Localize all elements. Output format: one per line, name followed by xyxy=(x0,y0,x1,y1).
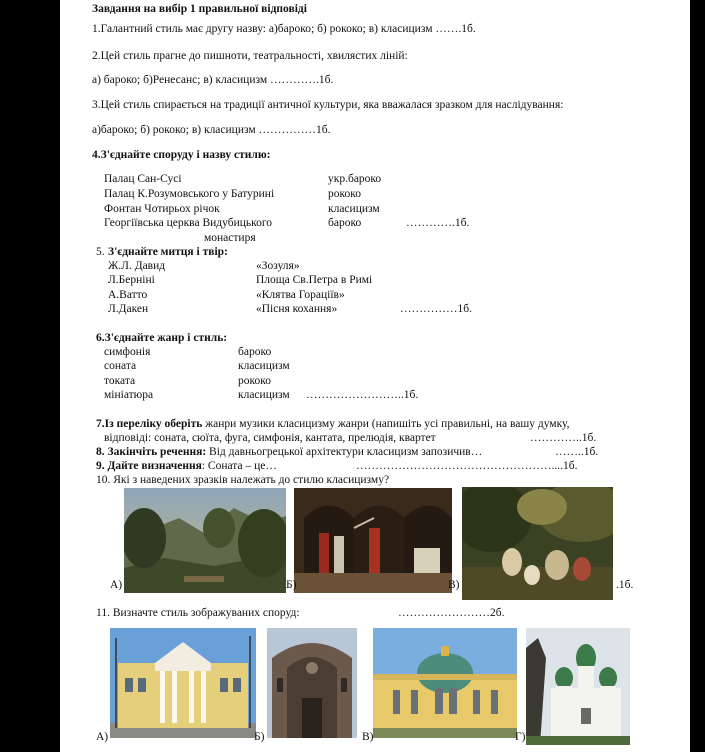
question-7-line2: відповіді: соната, сюїта, фуга, симфонія, кантата, прелюдія, квартет xyxy=(104,432,436,444)
q6-points: ……………………..1б. xyxy=(306,389,419,401)
q5-left-item: Л.Дакен xyxy=(108,303,149,315)
q4-left-item: Георгіївська церква Видубицького xyxy=(104,217,273,229)
baroque-facade-photo xyxy=(267,628,357,738)
q5-left-item: А.Ватто xyxy=(108,289,148,301)
q11-label-d: Г) xyxy=(515,731,526,743)
question-9 xyxy=(96,459,277,473)
rococo-garden-painting xyxy=(462,487,613,600)
q5-left-item: Ж.Л. Давид xyxy=(108,260,166,272)
q9-bold: 9. Дайте визначення xyxy=(96,460,202,472)
q4-right-item: рококо xyxy=(328,188,362,200)
q6-right-item: бароко xyxy=(238,346,272,358)
q4-left-item: Палац Сан-Сусі xyxy=(104,173,182,185)
q5-right-item: «Пісня кохання» xyxy=(256,303,338,315)
oath-of-horatii-painting xyxy=(294,488,452,593)
rococo-palace-photo xyxy=(373,628,517,738)
q6-right-item: рококо xyxy=(238,375,272,387)
q11-points: ……………………2б. xyxy=(398,607,505,619)
question-3: 3.Цей стиль спирається на традиції античної культури, яка вважалася зразком для наслідування: xyxy=(92,99,564,111)
q6-right-item: класицизм xyxy=(238,389,290,401)
classical-palace-photo xyxy=(110,628,256,738)
q4-points: ………….1б. xyxy=(406,217,470,229)
question-7 xyxy=(96,417,569,431)
q4-left-item: Палац К.Розумовського у Батурині xyxy=(104,188,275,200)
q5-points: ……………1б. xyxy=(400,303,472,315)
q7-points: …………..1б. xyxy=(530,432,597,444)
q4-right-item: класицизм xyxy=(328,203,380,215)
q7-bold: 7.Із переліку оберіть xyxy=(96,418,203,430)
q10-points: .1б. xyxy=(616,579,634,591)
q10-label-a: А) xyxy=(110,579,123,591)
question-3-options: а)бароко; б) рококо; в) класицизм ……………1б. xyxy=(92,124,331,136)
q9-text: : Соната – це… xyxy=(201,460,277,472)
question-11: 11. Визначте стиль зображуваних споруд: xyxy=(96,607,300,619)
q4-left-item: Фонтан Чотирьох річок xyxy=(104,203,220,215)
q8-points: ……..1б. xyxy=(555,446,599,458)
q5-right-item: Площа Св.Петра в Римі xyxy=(256,274,373,286)
q6-left-item: симфонія xyxy=(104,346,151,358)
ukrainian-baroque-church-photo xyxy=(526,628,630,745)
q6-left-item: соната xyxy=(104,360,137,372)
q11-label-a: А) xyxy=(96,731,109,743)
q6-left-item: мініатюра xyxy=(104,389,154,401)
question-6-heading: 6.З'єднайте жанр і стиль: xyxy=(96,332,228,344)
question-1: 1.Галантний стиль має другу назву: а)бароко; б) рококо; в) класицизм …….1б. xyxy=(92,23,476,35)
question-2-options: а) бароко; б)Ренесанс; в) класицизм ………….1б. xyxy=(92,74,334,86)
q5-right-item: «Клятва Горацiїв» xyxy=(256,289,345,301)
q10-label-c: В) xyxy=(448,579,460,591)
question-5-heading: З'єднайте митця і твір: xyxy=(108,246,228,258)
question-10: 10. Які з наведених зразків належать до стилю класицизму? xyxy=(96,474,390,486)
worksheet-title: Завдання на вибір 1 правильної відповіді xyxy=(92,3,307,15)
q11-label-c: В) xyxy=(362,731,374,743)
question-8 xyxy=(96,445,482,459)
q9-points: ……………………………………………....1б. xyxy=(356,460,578,472)
q6-right-item: класицизм xyxy=(238,360,290,372)
q4-right-item: укр.бароко xyxy=(328,173,382,185)
question-5-number: 5. xyxy=(96,246,105,258)
q5-right-item: «Зозуля» xyxy=(256,260,300,272)
question-4-heading: 4.З'єднайте споруду і назву стилю: xyxy=(92,149,271,161)
q8-bold: 8. Закінчіть речення: xyxy=(96,446,207,458)
q7-text: жанри музики класицизму жанри (напишіть усі правильні, на вашу думку, xyxy=(202,418,570,430)
q11-label-b: Б) xyxy=(254,731,265,743)
question-2: 2.Цей стиль прагне до пишноти, театральності, хвилястих ліній: xyxy=(92,50,408,62)
q4-right-item: бароко xyxy=(328,217,362,229)
q8-text: Від давньогрецької архітектури класицизм запозичив… xyxy=(206,446,483,458)
q6-left-item: токата xyxy=(104,375,136,387)
landscape-painting xyxy=(124,488,286,593)
q10-label-b: Б) xyxy=(286,579,297,591)
q5-left-item: Л.Берніні xyxy=(108,274,155,286)
q4-left-item: монастиря xyxy=(204,232,256,244)
worksheet-page xyxy=(60,0,690,752)
